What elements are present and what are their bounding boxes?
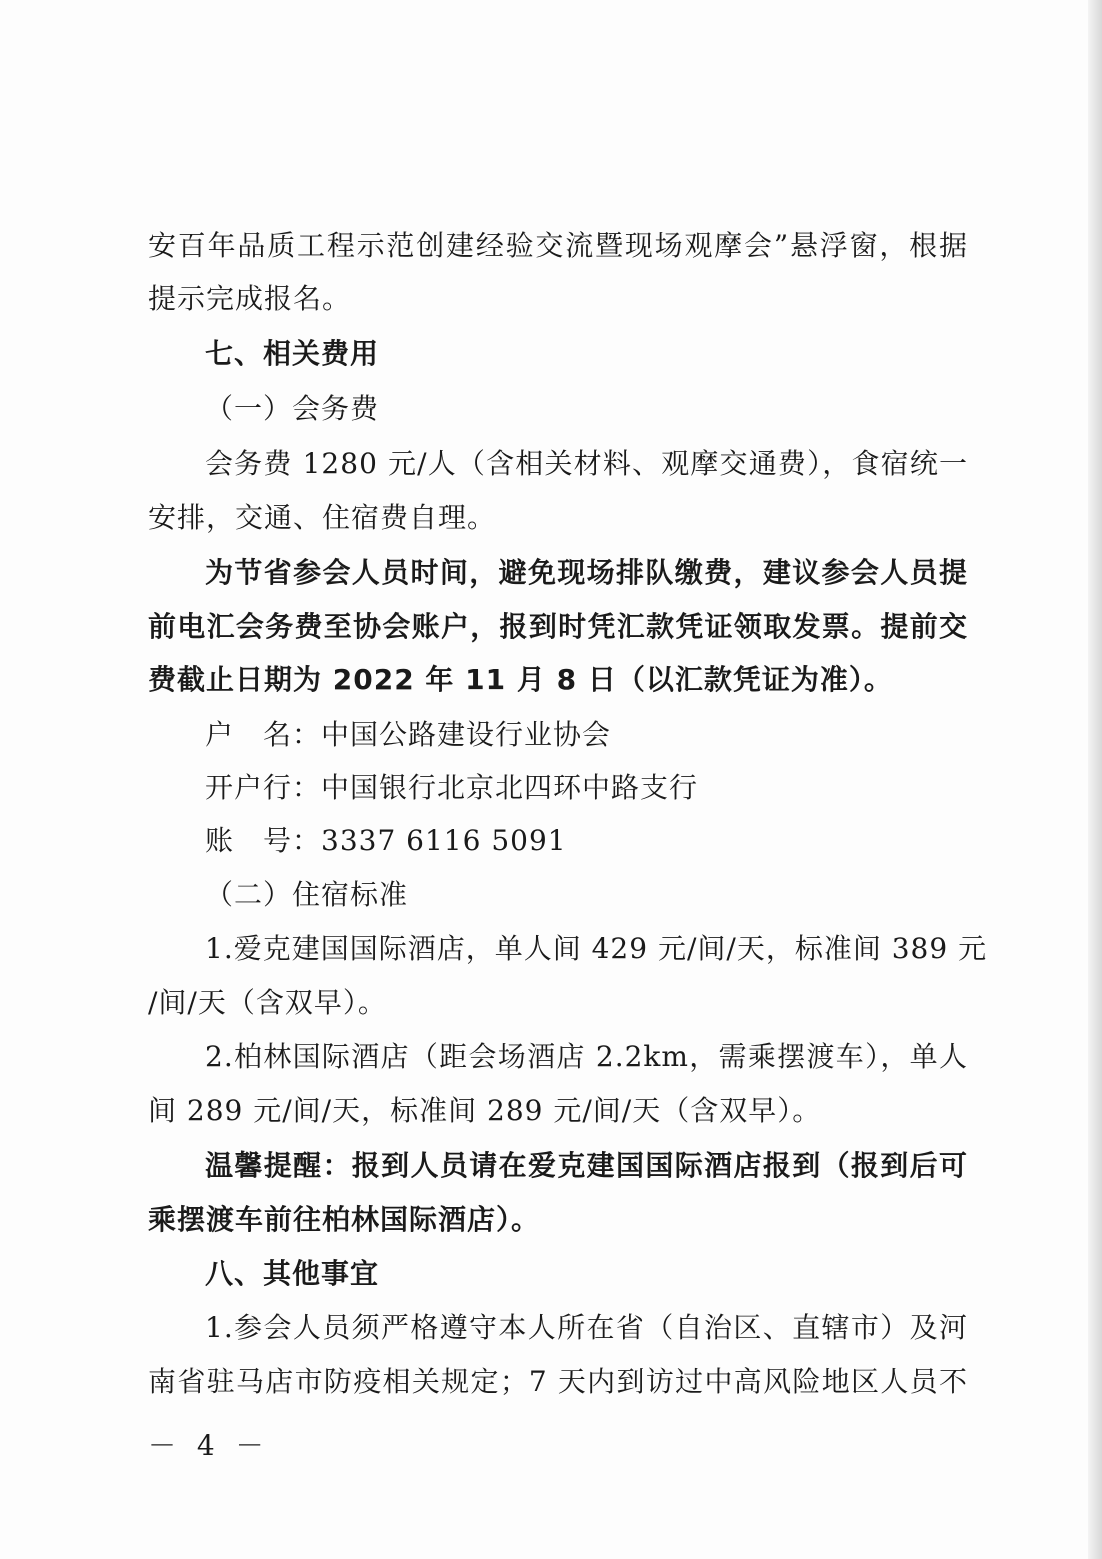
body-text-line: 安百年品质工程示范创建经验交流暨现场观摩会”悬浮窗，根据 [148,229,968,262]
bold-text-line: 前电汇会务费至协会账户，报到时凭汇款凭证领取发票。提前交 [148,610,968,643]
body-text-line: 间 289 元/间/天，标准间 289 元/间/天（含双早）。 [148,1094,822,1127]
account-name-label: 户 名： [205,718,322,751]
body-text-line: 2.柏林国际酒店（距会场酒店 2.2km，需乘摆渡车），单人 [205,1040,968,1073]
account-number-label: 账 号： [205,824,322,857]
account-bank-label: 开户行： [205,771,322,804]
account-name-value: 中国公路建设行业协会 [321,718,612,751]
subsection-heading: （一）会务费 [205,392,380,425]
body-text-line: 安排，交通、住宿费自理。 [148,501,497,534]
reminder-text-line: 乘摆渡车前往柏林国际酒店）。 [148,1203,541,1236]
scan-edge-shadow [1088,0,1102,1559]
account-number-row [205,821,968,861]
subsection-heading: （二）住宿标准 [205,878,409,911]
account-number-value: 3337 6116 5091 [321,824,567,857]
body-text-line: /间/天（含双早）。 [148,986,387,1019]
account-bank-row [205,768,968,808]
bold-text-line: 费截止日期为 2022 年 11 月 8 日（以汇款凭证为准）。 [148,663,893,696]
account-bank-value: 中国银行北京北四环中路支行 [321,771,699,804]
body-text-line: 提示完成报名。 [148,282,352,315]
body-text-line: 南省驻马店市防疫相关规定；7 天内到访过中高风险地区人员不 [148,1365,968,1398]
section-heading: 八、其他事宜 [205,1257,380,1290]
section-heading: 七、相关费用 [205,337,380,370]
body-text-line: 1.参会人员须严格遵守本人所在省（自治区、直辖市）及河 [205,1311,968,1344]
account-name-row [205,715,968,755]
body-text-line: 会务费 1280 元/人（含相关材料、观摩交通费），食宿统一 [205,447,968,480]
page-number: － 4 － [148,1429,270,1462]
body-text-line: 1.爱克建国国际酒店，单人间 429 元/间/天，标准间 389 元 [205,932,988,965]
reminder-text-line: 温馨提醒：报到人员请在爱克建国国际酒店报到（报到后可 [205,1149,968,1182]
bold-text-line: 为节省参会人员时间，避免现场排队缴费，建议参会人员提 [205,556,968,589]
